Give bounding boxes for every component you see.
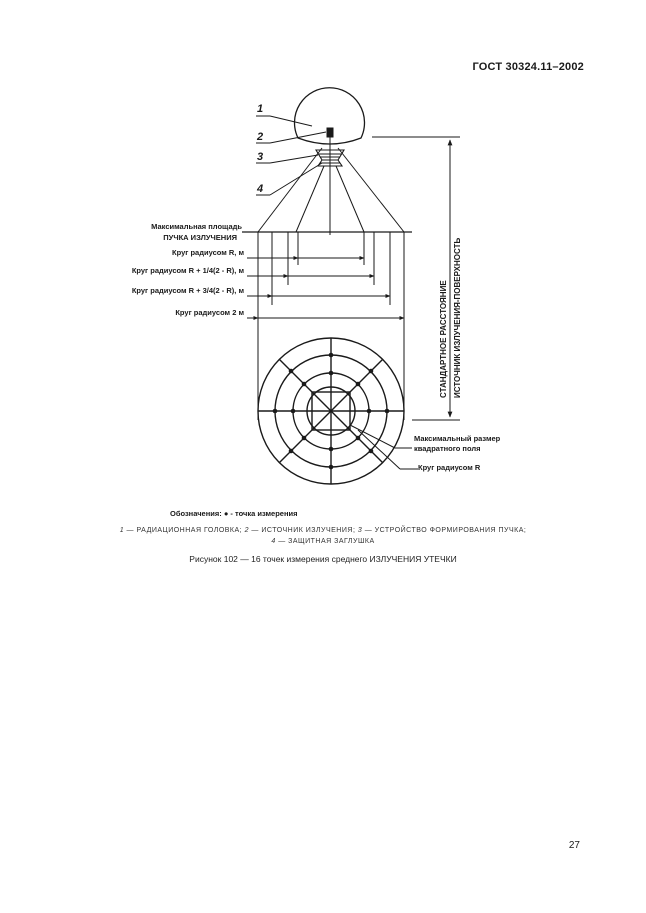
figure-legend (60, 525, 586, 547)
figure-title: Рисунок 102 — 16 точек измерения среднего ИЗЛУЧЕНИЯ УТЕЧКИ (189, 554, 457, 564)
label-circle-r: Круг радиусом R, м (172, 248, 244, 257)
legend-text-1: — РАДИАЦИОННАЯ ГОЛОВКА; (124, 527, 245, 534)
legend-num-2: 2 (244, 527, 249, 534)
label-max-square-line2: квадратного поля (414, 444, 481, 453)
legend-text-4: — ЗАЩИТНАЯ ЗАГЛУШКА (275, 538, 375, 545)
label-circle-r-quarter: Круг радиусом R + 1/4(2 - R), м (131, 266, 244, 275)
legend-num-4: 4 (271, 538, 276, 545)
label-standard-distance-line2: ИСТОЧНИК ИЗЛУЧЕНИЯ-ПОВЕРХНОСТЬ (453, 237, 462, 398)
label-max-beam-area-line1: Максимальная площадь (151, 222, 242, 231)
measurement-plane (258, 338, 404, 484)
legend-num-3: 3 (357, 527, 363, 534)
legend-text-3: — УСТРОЙСТВО ФОРМИРОВАНИЯ ПУЧКА; (362, 527, 527, 534)
legend-text-2: — ИСТОЧНИК ИЗЛУЧЕНИЯ; (248, 527, 358, 534)
label-circle-2m: Круг радиусом 2 м (175, 308, 244, 317)
legend-num-1: 1 (119, 527, 125, 534)
document-header-code: ГОСТ 30324.11–2002 (472, 61, 584, 73)
label-max-beam-area-line2: ПУЧКА ИЗЛУЧЕНИЯ (163, 233, 237, 242)
callout-2: 2 (257, 131, 264, 143)
callout-3: 3 (257, 151, 264, 163)
beam-lines (258, 130, 404, 235)
label-circle-r-bottom: Круг радиусом R (418, 463, 481, 472)
label-notation: Обозначения: ● - точка измерения (170, 509, 298, 518)
callout-1: 1 (257, 103, 264, 115)
label-circle-r-three-quarter: Круг радиусом R + 3/4(2 - R), м (131, 286, 244, 295)
label-standard-distance-line1: СТАНДАРТНОЕ РАССТОЯНИЕ (439, 280, 448, 398)
dimension-lines (247, 258, 404, 318)
label-max-square-line1: Максимальный размер (414, 434, 501, 443)
page-number: 27 (568, 840, 580, 851)
callout-4: 4 (257, 183, 264, 195)
